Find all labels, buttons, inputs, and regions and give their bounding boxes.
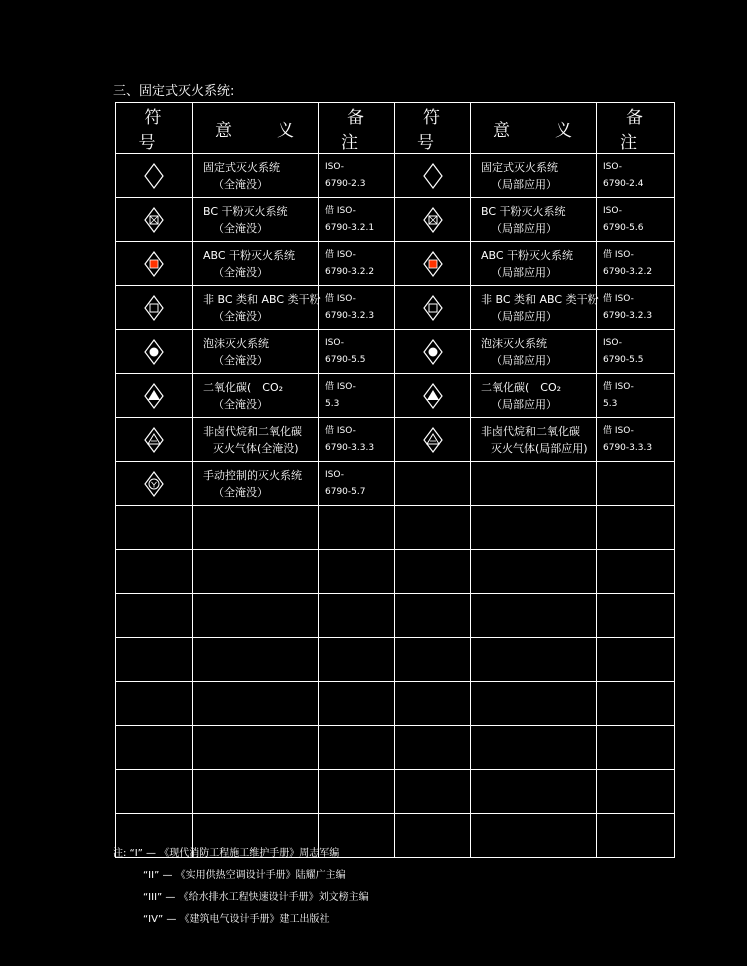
empty-row bbox=[116, 726, 675, 770]
empty-cell bbox=[471, 550, 597, 594]
table-row bbox=[116, 198, 675, 242]
empty-row bbox=[116, 770, 675, 814]
meaning-cell bbox=[193, 418, 319, 462]
note-cell bbox=[319, 242, 395, 286]
symbol-cell bbox=[116, 330, 193, 374]
table-row bbox=[116, 330, 675, 374]
note-line: 借 ISO- bbox=[325, 381, 356, 392]
empty-row bbox=[116, 638, 675, 682]
empty-cell bbox=[597, 506, 675, 550]
section-title: 三、固定式灭火系统: bbox=[113, 84, 235, 99]
note-line: 6790-5.5 bbox=[325, 354, 366, 365]
note-cell bbox=[319, 330, 395, 374]
plain-symbol-icon bbox=[395, 162, 470, 190]
symbol-cell bbox=[395, 462, 471, 506]
empty-row bbox=[116, 506, 675, 550]
header-note: 备 注 bbox=[597, 103, 675, 154]
footnote: “III” — 《给水排水工程快速设计手册》刘文榜主编 bbox=[143, 892, 369, 903]
symbol-cell bbox=[395, 154, 471, 198]
meaning-line: （局部应用） bbox=[491, 221, 557, 235]
empty-cell bbox=[116, 550, 193, 594]
note-line: 5.3 bbox=[603, 398, 618, 409]
bc-dry-powder-symbol-icon bbox=[116, 206, 192, 234]
symbol-cell bbox=[116, 154, 193, 198]
meaning-line: （局部应用） bbox=[491, 397, 557, 411]
meaning-cell bbox=[193, 374, 319, 418]
note-line: 借 ISO- bbox=[603, 293, 634, 304]
meaning-line: （局部应用） bbox=[491, 353, 557, 367]
empty-cell bbox=[395, 550, 471, 594]
meaning-line: 二氧化碳( CO₂ bbox=[203, 380, 284, 394]
empty-cell bbox=[395, 594, 471, 638]
empty-cell bbox=[193, 726, 319, 770]
empty-cell bbox=[597, 594, 675, 638]
symbol-cell bbox=[116, 286, 193, 330]
non-bc-abc-powder-symbol-icon bbox=[116, 294, 192, 322]
symbol-cell bbox=[116, 374, 193, 418]
table-row bbox=[116, 286, 675, 330]
empty-cell bbox=[193, 550, 319, 594]
note-line: 借 ISO- bbox=[603, 425, 634, 436]
footnote: “II” — 《实用供热空调设计手册》陆耀广主编 bbox=[143, 870, 346, 881]
note-line: 6790-5.7 bbox=[325, 486, 366, 497]
meaning-line: 灭火气体(局部应用) bbox=[491, 441, 588, 455]
meaning-line: 非卤代烷和二氧化碳 bbox=[203, 424, 302, 438]
empty-cell bbox=[395, 506, 471, 550]
meaning-line: 非卤代烷和二氧化碳 bbox=[481, 424, 580, 438]
note-cell bbox=[597, 374, 675, 418]
note-cell bbox=[597, 330, 675, 374]
empty-cell bbox=[471, 770, 597, 814]
meaning-line: 手动控制的灭火系统 bbox=[203, 468, 302, 482]
empty-cell bbox=[116, 770, 193, 814]
symbol-cell bbox=[395, 198, 471, 242]
empty-cell bbox=[597, 550, 675, 594]
meaning-line: 二氧化碳( CO₂ bbox=[481, 380, 562, 394]
note-cell bbox=[319, 198, 395, 242]
header-symbol: 符 号 bbox=[395, 103, 471, 154]
abc-dry-powder-symbol-icon bbox=[395, 250, 470, 278]
note-cell bbox=[597, 418, 675, 462]
meaning-line: ABC 干粉灭火系统 bbox=[481, 248, 574, 262]
footnote: 注: “I” — 《现代消防工程施工维护手册》周志军编 bbox=[113, 848, 340, 859]
note-line: 借 ISO- bbox=[325, 249, 356, 260]
empty-cell bbox=[471, 682, 597, 726]
empty-cell bbox=[597, 638, 675, 682]
co2-symbol-icon bbox=[116, 382, 192, 410]
meaning-line: 非 BC 类和 ABC 类干粉 bbox=[481, 292, 599, 306]
empty-cell bbox=[193, 638, 319, 682]
empty-cell bbox=[597, 770, 675, 814]
meaning-line: 泡沫灭火系统 bbox=[203, 336, 269, 350]
empty-cell bbox=[319, 638, 395, 682]
note-cell bbox=[597, 242, 675, 286]
meaning-line: （全淹没） bbox=[213, 309, 268, 323]
meaning-cell bbox=[471, 462, 597, 506]
meaning-line: （局部应用） bbox=[491, 177, 557, 191]
note-line: 6790-3.2.3 bbox=[325, 310, 375, 321]
header-meaning: 意 义 bbox=[193, 103, 319, 154]
empty-cell bbox=[597, 682, 675, 726]
note-line: 6790-3.2.2 bbox=[603, 266, 653, 277]
note-line: 借 ISO- bbox=[603, 381, 634, 392]
empty-cell bbox=[193, 682, 319, 726]
note-line: 借 ISO- bbox=[603, 249, 634, 260]
manual-symbol-icon bbox=[116, 470, 192, 498]
empty-row bbox=[116, 550, 675, 594]
empty-cell bbox=[471, 638, 597, 682]
non-bc-abc-powder-symbol-icon bbox=[395, 294, 470, 322]
meaning-line: （全淹没） bbox=[213, 265, 268, 279]
header-row bbox=[116, 103, 675, 154]
note-line: ISO- bbox=[603, 337, 622, 348]
empty-cell bbox=[193, 506, 319, 550]
meaning-cell bbox=[193, 330, 319, 374]
empty-cell bbox=[116, 594, 193, 638]
non-halon-symbol-icon bbox=[395, 426, 470, 454]
empty-cell bbox=[395, 682, 471, 726]
note-line: 6790-2.4 bbox=[603, 178, 644, 189]
symbol-cell bbox=[395, 330, 471, 374]
note-line: 借 ISO- bbox=[325, 205, 356, 216]
empty-cell bbox=[395, 770, 471, 814]
meaning-cell bbox=[193, 242, 319, 286]
header-meaning: 意 义 bbox=[471, 103, 597, 154]
non-halon-symbol-icon bbox=[116, 426, 192, 454]
meaning-line: 固定式灭火系统 bbox=[203, 160, 280, 174]
empty-cell bbox=[395, 726, 471, 770]
note-line: 借 ISO- bbox=[325, 425, 356, 436]
plain-symbol-icon bbox=[116, 162, 192, 190]
note-cell bbox=[597, 462, 675, 506]
empty-cell bbox=[319, 594, 395, 638]
empty-cell bbox=[116, 506, 193, 550]
meaning-line: 固定式灭火系统 bbox=[481, 160, 558, 174]
note-line: 6790-5.6 bbox=[603, 222, 644, 233]
table-row bbox=[116, 242, 675, 286]
empty-cell bbox=[319, 770, 395, 814]
note-line: 借 ISO- bbox=[325, 293, 356, 304]
meaning-line: （全淹没） bbox=[213, 485, 268, 499]
symbol-cell bbox=[395, 374, 471, 418]
note-line: ISO- bbox=[603, 161, 622, 172]
header-symbol: 符 号 bbox=[116, 103, 193, 154]
meaning-line: 泡沫灭火系统 bbox=[481, 336, 547, 350]
note-cell bbox=[597, 154, 675, 198]
header-note: 备 注 bbox=[319, 103, 395, 154]
note-line: 6790-3.2.1 bbox=[325, 222, 375, 233]
meaning-line: （全淹没） bbox=[213, 353, 268, 367]
table-row bbox=[116, 154, 675, 198]
empty-cell bbox=[193, 770, 319, 814]
meaning-line: （局部应用） bbox=[491, 265, 557, 279]
note-line: 6790-3.2.3 bbox=[603, 310, 653, 321]
symbol-cell bbox=[116, 462, 193, 506]
empty-cell bbox=[319, 506, 395, 550]
meaning-line: （全淹没） bbox=[213, 177, 268, 191]
note-line: ISO- bbox=[603, 205, 622, 216]
meaning-cell bbox=[193, 154, 319, 198]
empty-cell bbox=[471, 726, 597, 770]
table-row bbox=[116, 418, 675, 462]
foam-symbol-icon bbox=[116, 338, 192, 366]
empty-cell bbox=[193, 594, 319, 638]
symbol-cell bbox=[116, 198, 193, 242]
meaning-line: （局部应用） bbox=[491, 309, 557, 323]
symbol-table bbox=[115, 102, 688, 858]
symbol-cell bbox=[395, 286, 471, 330]
meaning-cell bbox=[471, 374, 597, 418]
meaning-cell bbox=[471, 198, 597, 242]
meaning-line: 灭火气体(全淹没) bbox=[213, 441, 299, 455]
foam-symbol-icon bbox=[395, 338, 470, 366]
note-cell bbox=[319, 418, 395, 462]
meaning-cell bbox=[471, 154, 597, 198]
symbol-cell bbox=[116, 418, 193, 462]
meaning-cell bbox=[471, 286, 597, 330]
footnote: “IV” — 《建筑电气设计手册》建工出版社 bbox=[143, 914, 330, 925]
note-line: ISO- bbox=[325, 337, 344, 348]
meaning-cell bbox=[193, 286, 319, 330]
meaning-line: BC 干粉灭火系统 bbox=[203, 204, 288, 218]
meaning-cell bbox=[193, 462, 319, 506]
empty-cell bbox=[395, 814, 471, 858]
empty-cell bbox=[597, 726, 675, 770]
note-cell bbox=[319, 286, 395, 330]
footnotes bbox=[113, 843, 369, 931]
bc-dry-powder-symbol-icon bbox=[395, 206, 470, 234]
empty-cell bbox=[319, 726, 395, 770]
empty-cell bbox=[116, 682, 193, 726]
empty-cell bbox=[319, 682, 395, 726]
empty-cell bbox=[395, 638, 471, 682]
note-line: 6790-5.5 bbox=[603, 354, 644, 365]
note-line: ISO- bbox=[325, 469, 344, 480]
table-row bbox=[116, 462, 675, 506]
note-cell bbox=[597, 286, 675, 330]
meaning-line: （全淹没） bbox=[213, 221, 268, 235]
note-line: ISO- bbox=[325, 161, 344, 172]
meaning-line: 非 BC 类和 ABC 类干粉 bbox=[203, 292, 321, 306]
empty-cell bbox=[471, 506, 597, 550]
empty-cell bbox=[319, 550, 395, 594]
note-line: 6790-2.3 bbox=[325, 178, 366, 189]
note-line: 6790-3.2.2 bbox=[325, 266, 375, 277]
symbol-cell bbox=[395, 418, 471, 462]
empty-row bbox=[116, 594, 675, 638]
empty-cell bbox=[597, 814, 675, 858]
empty-cell bbox=[116, 638, 193, 682]
meaning-line: ABC 干粉灭火系统 bbox=[203, 248, 296, 262]
meaning-line: （全淹没） bbox=[213, 397, 268, 411]
meaning-cell bbox=[471, 330, 597, 374]
meaning-line: BC 干粉灭火系统 bbox=[481, 204, 566, 218]
note-line: 6790-3.3.3 bbox=[325, 442, 375, 453]
symbol-cell bbox=[116, 242, 193, 286]
empty-cell bbox=[471, 814, 597, 858]
co2-symbol-icon bbox=[395, 382, 470, 410]
empty-row bbox=[116, 682, 675, 726]
note-cell bbox=[319, 462, 395, 506]
meaning-cell bbox=[193, 198, 319, 242]
note-line: 6790-3.3.3 bbox=[603, 442, 653, 453]
note-cell bbox=[597, 198, 675, 242]
empty-cell bbox=[116, 726, 193, 770]
abc-dry-powder-symbol-icon bbox=[116, 250, 192, 278]
note-cell bbox=[319, 154, 395, 198]
empty-cell bbox=[471, 594, 597, 638]
note-cell bbox=[319, 374, 395, 418]
note-line: 5.3 bbox=[325, 398, 340, 409]
meaning-cell bbox=[471, 242, 597, 286]
table-row bbox=[116, 374, 675, 418]
meaning-cell bbox=[471, 418, 597, 462]
symbol-cell bbox=[395, 242, 471, 286]
